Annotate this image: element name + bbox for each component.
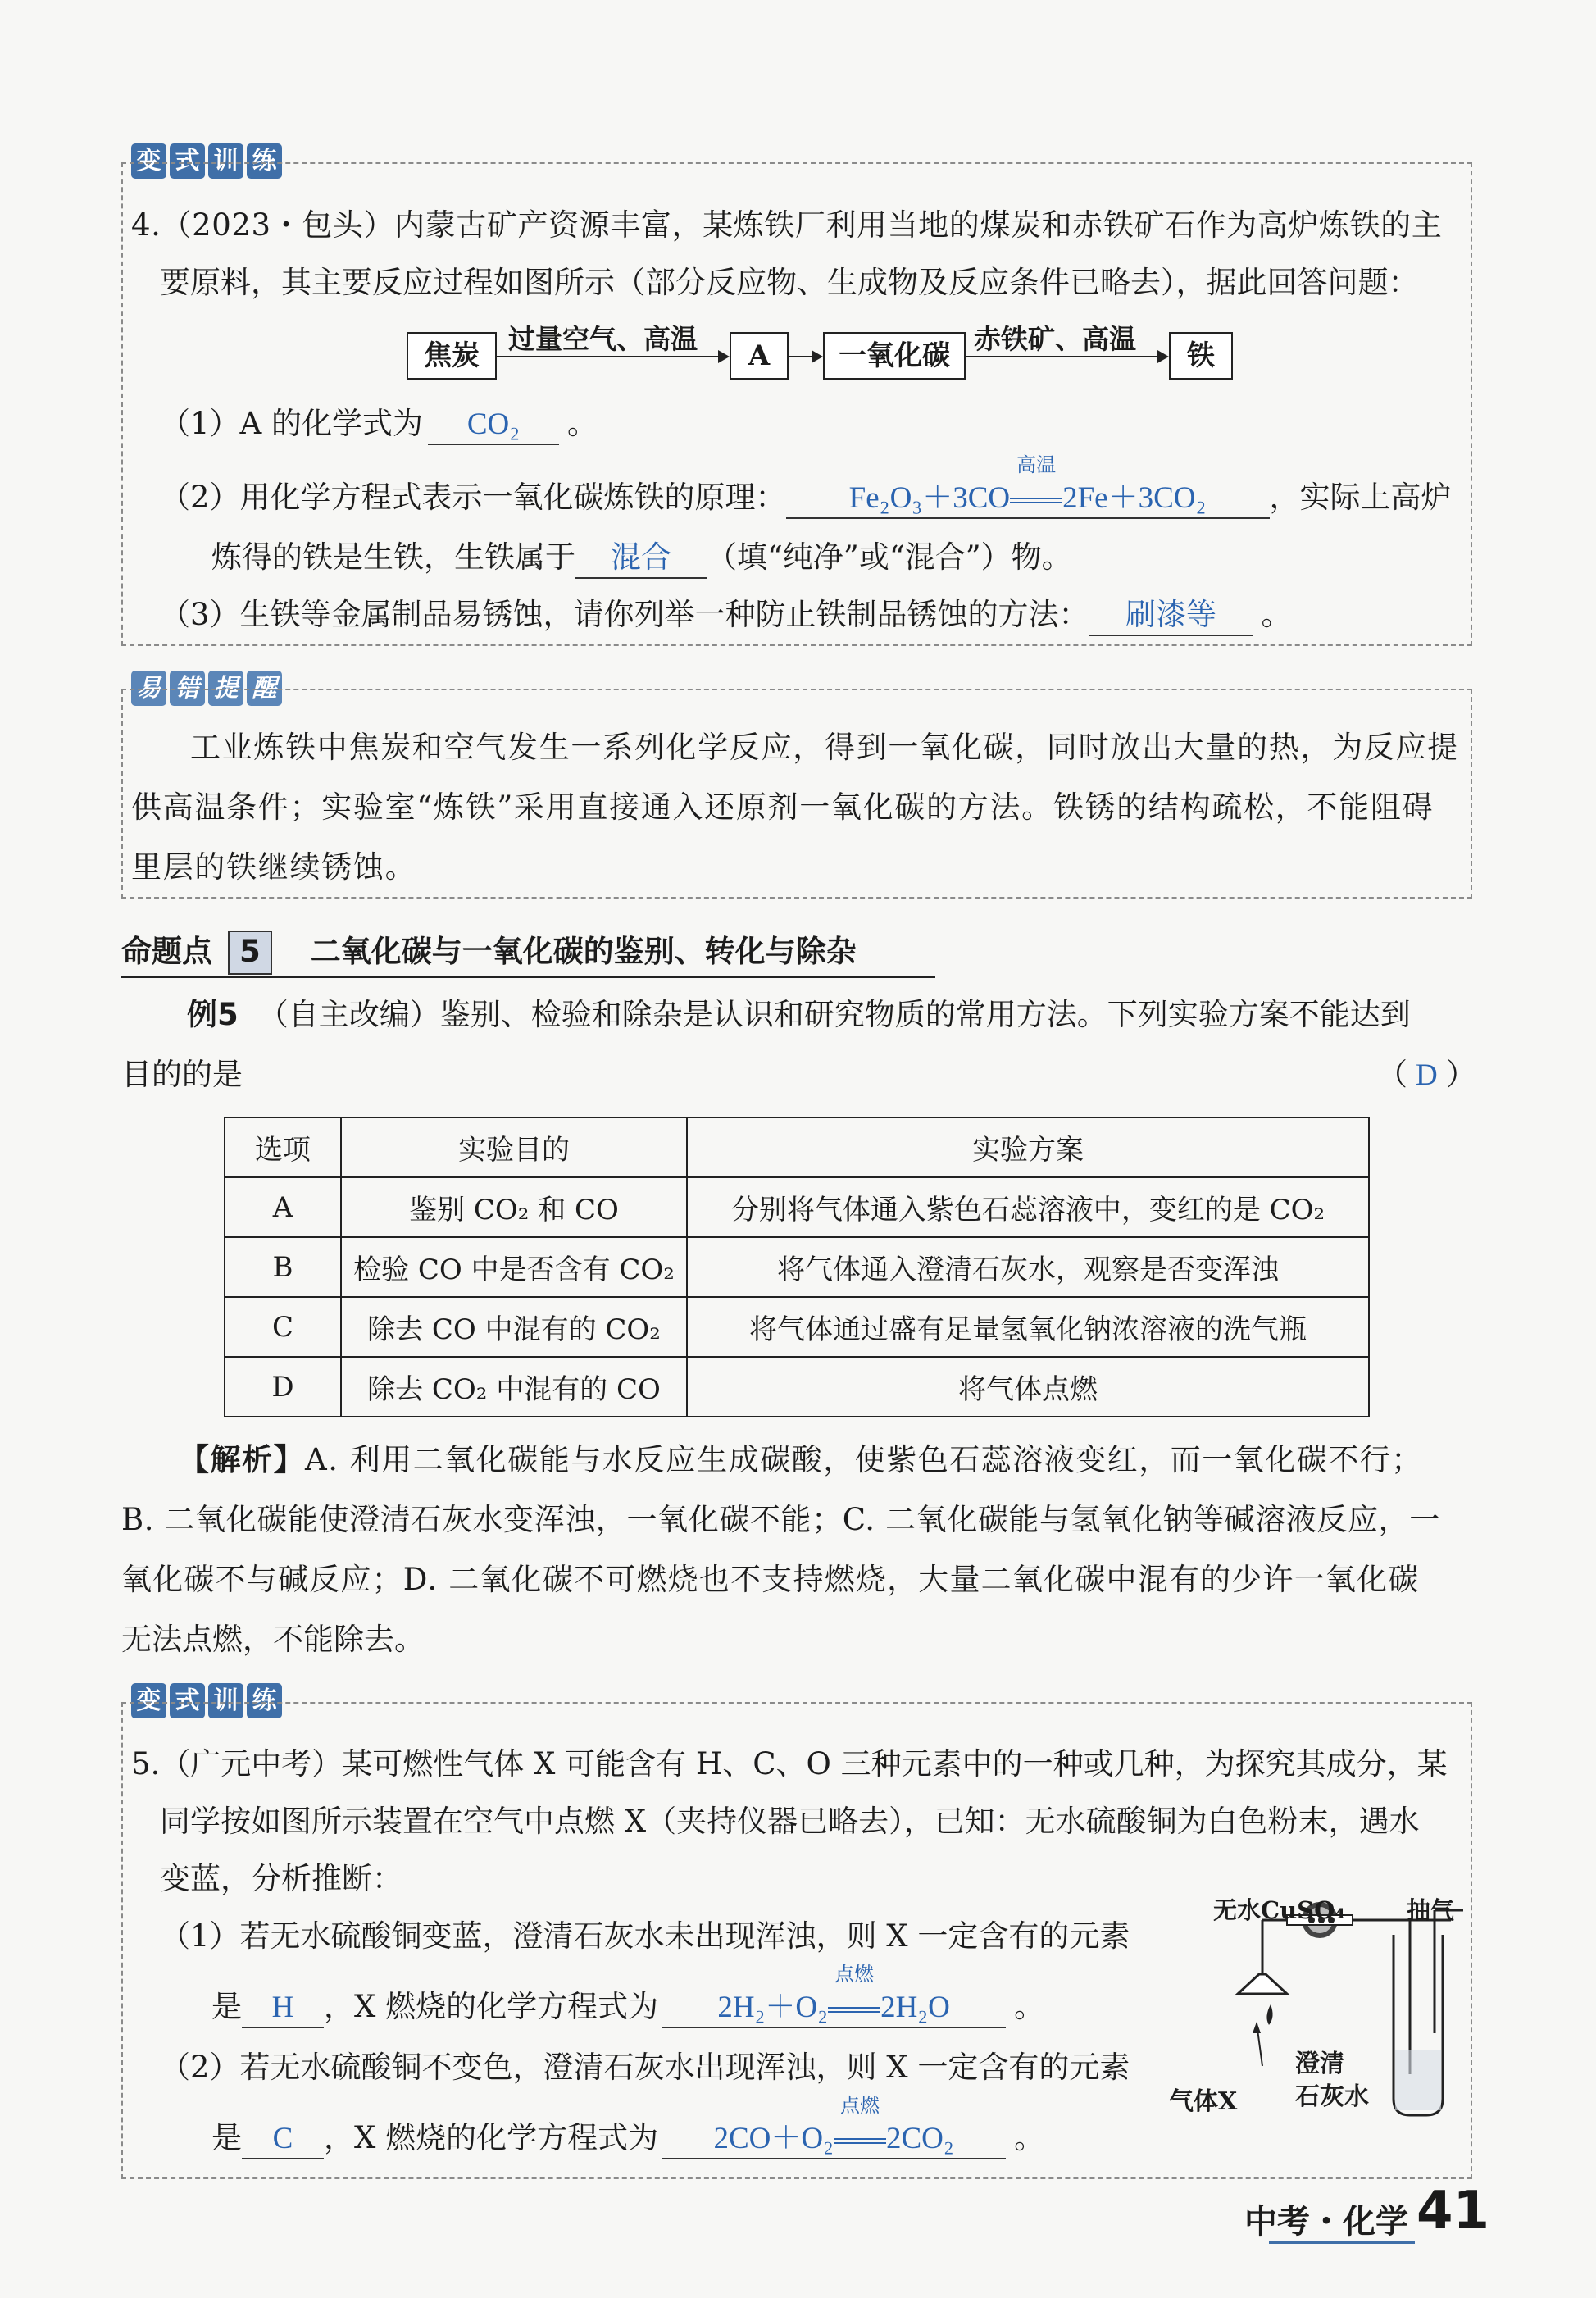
limewater-label-1: 澄清: [1295, 2050, 1344, 2078]
flow-arrow-1: [497, 356, 728, 357]
q5-answer-2: C: [242, 2120, 324, 2159]
q4-line1: 4.（2023・包头）内蒙古矿产资源丰富，某炼铁厂利用当地的煤炭和赤铁矿石作为高炉炼铁的主: [131, 207, 1443, 243]
q4-part1: （1）A 的化学式为 CO₂ 。: [160, 403, 598, 445]
q5-part1-line1: （1）若无水硫酸铜变蓝，澄清石灰水未出现浑浊，则 X 一定含有的元素: [160, 1918, 1130, 1954]
table-row: A 鉴别 CO₂ 和 CO 分别将气体通入紫色石蕊溶液中，变红的是 CO₂: [225, 1177, 1369, 1237]
warning-line3: 里层的铁继续锈蚀。: [131, 849, 417, 885]
footer-subject: 中考・化学: [1244, 2203, 1408, 2241]
q5-answer-1: H: [242, 1989, 324, 2028]
q5-line2: 同学按如图所示装置在空气中点燃 X（夹持仪器已略去），已知：无水硫酸铜为白色粉末，遇水: [160, 1804, 1420, 1839]
q5-line3: 变蓝，分析推断：: [160, 1861, 402, 1896]
variant-training-tag: 变 式 训 练: [131, 143, 282, 179]
q5-equation-2: 2CO＋O₂ 点燃 2CO₂: [662, 2120, 1006, 2159]
table-row: C 除去 CO 中混有的 CO₂ 将气体通过盛有足量氢氧化钠浓溶液的洗气瓶: [225, 1297, 1369, 1357]
cuso4-label: 无水CuSO₄: [1213, 1896, 1346, 1924]
topic-heading: 命题点 5 二氧化碳与一氧化碳的鉴别、转化与除杂: [121, 931, 857, 975]
q4-answer-2: 混合: [575, 539, 707, 579]
flow-arrow-3: [966, 356, 1167, 357]
example5-answer: （ D ）: [1377, 1057, 1476, 1092]
analysis-line4: 无法点燃，不能除去。: [121, 1622, 425, 1657]
q4-line2: 要原料，其主要反应过程如图所示（部分反应物、生成物及反应条件已略去），据此回答问题：: [160, 265, 1419, 300]
flow-box-a: A: [730, 332, 789, 380]
example5-line1: 例5 （自主改编）鉴别、检验和除杂是认识和研究物质的常用方法。下列实验方案不能达到: [187, 997, 1411, 1032]
page-number: 41: [1416, 2181, 1490, 2241]
apparatus-diagram: [1164, 1896, 1467, 2148]
analysis-line3: 氧化碳不与碱反应；D. 二氧化碳不可燃烧也不支持燃烧，大量二氧化碳中混有的少许一氧化碳: [121, 1562, 1420, 1597]
footer-underline: [1269, 2241, 1415, 2244]
warning-line1: 工业炼铁中焦炭和空气发生一系列化学反应，得到一氧化碳，同时放出大量的热，为反应提: [190, 730, 1459, 765]
flow-box-iron: 铁: [1169, 332, 1233, 380]
q5-part1-line2: 是 H ，X 燃烧的化学方程式为 2H₂＋O₂ 点燃 2H₂O 。: [211, 1986, 1044, 2028]
q5-part2-line1: （2）若无水硫酸铜不变色，澄清石灰水出现浑浊，则 X 一定含有的元素: [160, 2050, 1130, 2085]
flow-label-1: 过量空气、高温: [508, 323, 698, 355]
flow-box-co: 一氧化碳: [823, 332, 966, 380]
flow-label-2: 赤铁矿、高温: [974, 323, 1136, 355]
error-warning-tag: 易 错 提 醒: [131, 671, 282, 706]
flow-arrow-2: [789, 356, 821, 357]
topic-underline: [121, 976, 935, 978]
q4-part3: （3）生铁等金属制品易锈蚀，请你列举一种防止铁制品锈蚀的方法： 刷漆等 。: [160, 594, 1292, 636]
experiment-table: [224, 1117, 1370, 1417]
warning-line2: 供高温条件；实验室“炼铁”采用直接通入还原剂一氧化碳的方法。铁锈的结构疏松，不能阻碍: [131, 790, 1435, 825]
q4-part2: （2）用化学方程式表示一氧化碳炼铁的原理： Fe₂O₃＋3CO 高温 2Fe＋3CO₂ ，实际上高炉: [160, 477, 1452, 519]
gas-x-label: 气体X: [1169, 2087, 1238, 2116]
example5-line2: 目的的是: [121, 1057, 243, 1092]
table-row: B 检验 CO 中是否含有 CO₂ 将气体通入澄清石灰水，观察是否变浑浊: [225, 1237, 1369, 1297]
analysis-line1: 【解析】A. 利用二氧化碳能与水反应生成碳酸，使紫色石蕊溶液变红，而一氧化碳不行；: [179, 1442, 1423, 1477]
flow-box-coke: 焦炭: [407, 332, 497, 380]
q4-answer-1: CO₂: [428, 406, 559, 445]
q5-line1: 5.（广元中考）某可燃性气体 X 可能含有 H、C、O 三种元素中的一种或几种，为探究其成分，某: [131, 1746, 1448, 1782]
q5-part2-line2: 是 C ，X 燃烧的化学方程式为 2CO＋O₂ 点燃 2CO₂ 。: [211, 2118, 1044, 2159]
q4-equation-1: Fe₂O₃＋3CO 高温 2Fe＋3CO₂: [786, 480, 1270, 519]
pump-label: 抽气: [1407, 1896, 1455, 1924]
table-row: D 除去 CO₂ 中混有的 CO 将气体点燃: [225, 1357, 1369, 1417]
q5-equation-1: 2H₂＋O₂ 点燃 2H₂O: [662, 1989, 1006, 2028]
table-header-row: 选项 实验目的 实验方案: [225, 1117, 1369, 1177]
limewater-label-2: 石灰水: [1295, 2082, 1369, 2111]
analysis-line2: B. 二氧化碳能使澄清石灰水变浑浊，一氧化碳不能；C. 二氧化碳能与氢氧化钠等碱溶液反应，一: [121, 1502, 1440, 1537]
q4-part2-line2: 炼得的铁是生铁，生铁属于 混合 （填“纯净”或“混合”）物。: [211, 537, 1072, 579]
topic-number: 5: [228, 931, 272, 975]
variant-training-tag-2: 变 式 训 练: [131, 1683, 282, 1718]
q4-answer-3: 刷漆等: [1089, 597, 1253, 636]
